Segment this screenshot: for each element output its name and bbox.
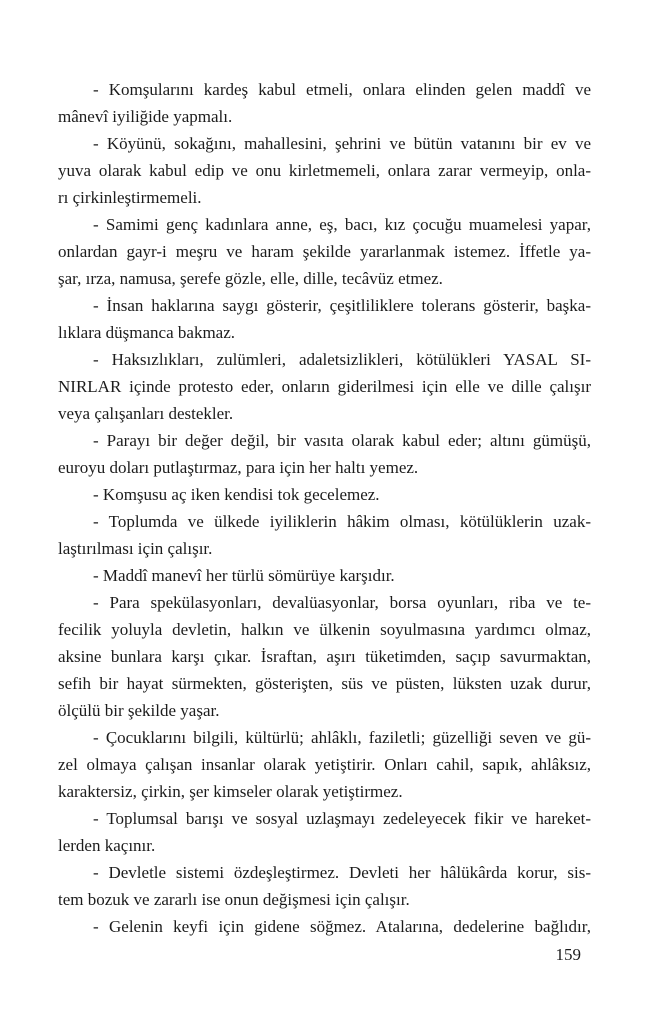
text-line: - Toplumda ve ülkede iyiliklerin hâkim olması, kötülüklerin uzak- bbox=[93, 512, 591, 531]
text-line: sefih bir hayat sürmekten, gösterişten, süs ve püsten, lüksten uzak durur, bbox=[58, 674, 591, 693]
text-line: fecilik yoluyla devletin, halkın ve ülkenin soyulmasına yardımcı olmaz, bbox=[58, 620, 591, 639]
text-line: laştırılması için çalışır. bbox=[58, 539, 213, 558]
text-line: lıklara düşmanca bakmaz. bbox=[58, 323, 236, 342]
text-line: şar, ırza, namusa, şerefe gözle, elle, dille, tecâvüz etmez. bbox=[58, 269, 443, 288]
text-line: ölçülü bir şekilde yaşar. bbox=[58, 701, 220, 720]
text-line: - Komşusu aç iken kendisi tok gecelemez. bbox=[93, 485, 380, 504]
paragraph bbox=[58, 130, 591, 211]
paragraph bbox=[58, 346, 591, 427]
paragraph bbox=[58, 859, 591, 913]
text-line: - Parayı bir değer değil, bir vasıta olarak kabul eder; altını gümüşü, bbox=[93, 431, 591, 450]
page-number: 159 bbox=[555, 945, 581, 964]
paragraph bbox=[58, 481, 591, 508]
text-block bbox=[58, 76, 591, 940]
paragraph bbox=[58, 562, 591, 589]
text-line: - Samimi genç kadınlara anne, eş, bacı, kız çocuğu muamelesi yapar, bbox=[93, 215, 591, 234]
text-line: NIRLAR içinde protesto eder, onların giderilmesi için elle ve dille çalışır bbox=[58, 377, 591, 396]
paragraph bbox=[58, 805, 591, 859]
text-line: euroyu doları putlaştırmaz, para için her haltı yemez. bbox=[58, 458, 419, 477]
paragraph bbox=[58, 292, 591, 346]
text-line: - Haksızlıkları, zulümleri, adaletsizlikleri, kötülükleri YASAL SI- bbox=[93, 350, 591, 369]
paragraph bbox=[58, 76, 591, 130]
text-line: - Gelenin keyfi için gidene söğmez. Atalarına, dedelerine bağlıdır, bbox=[93, 917, 591, 936]
text-line: - Devletle sistemi özdeşleştirmez. Devleti her hâlükârda korur, sis- bbox=[93, 863, 591, 882]
paragraph bbox=[58, 913, 591, 940]
text-line: - İnsan haklarına saygı gösterir, çeşitliliklere tolerans gösterir, başka- bbox=[93, 296, 591, 315]
text-line: rı çirkinleştirmemeli. bbox=[58, 188, 202, 207]
text-line: - Komşularını kardeş kabul etmeli, onlara elinden gelen maddî ve bbox=[93, 80, 591, 99]
text-line: mânevî iyiliğide yapmalı. bbox=[58, 107, 233, 126]
text-line: - Köyünü, sokağını, mahallesini, şehrini ve bütün vatanını bir ev ve bbox=[93, 134, 591, 153]
text-line: yuva olarak kabul edip ve onu kirletmemeli, onlara zarar vermeyip, onla- bbox=[58, 161, 591, 180]
text-line: veya çalışanları destekler. bbox=[58, 404, 234, 423]
text-line: - Toplumsal barışı ve sosyal uzlaşmayı zedeleyecek fikir ve hareket- bbox=[93, 809, 591, 828]
text-line: onlardan gayr-i meşru ve haram şekilde yararlanmak istemez. İffetle ya- bbox=[58, 242, 591, 261]
text-line: aksine bunlara karşı çıkar. İsraftan, aşırı tüketimden, saçıp savurmaktan, bbox=[58, 647, 591, 666]
paragraph bbox=[58, 589, 591, 724]
paragraph bbox=[58, 427, 591, 481]
text-line: karaktersiz, çirkin, şer kimseler olarak yetiştirmez. bbox=[58, 782, 403, 801]
text-line: tem bozuk ve zararlı ise onun değişmesi için çalışır. bbox=[58, 890, 410, 909]
paragraph bbox=[58, 508, 591, 562]
text-line: - Para spekülasyonları, devalüasyonlar, borsa oyunları, riba ve te- bbox=[93, 593, 591, 612]
text-line: zel olmaya çalışan insanlar olarak yetiştirir. Onları cahil, sapık, ahlâksız, bbox=[58, 755, 591, 774]
text-line: lerden kaçınır. bbox=[58, 836, 156, 855]
paragraph bbox=[58, 724, 591, 805]
text-line: - Maddî manevî her türlü sömürüye karşıdır. bbox=[93, 566, 395, 585]
paragraph bbox=[58, 211, 591, 292]
text-line: - Çocuklarını bilgili, kültürlü; ahlâklı, faziletli; güzelliği seven ve gü- bbox=[93, 728, 591, 747]
